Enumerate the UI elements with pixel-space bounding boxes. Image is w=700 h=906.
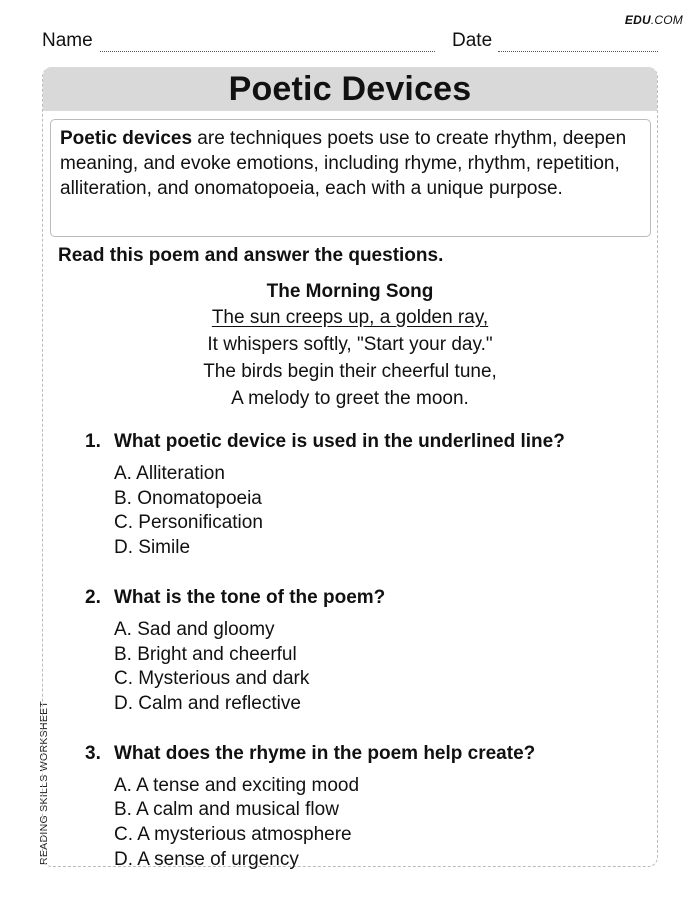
poem-line: A melody to greet the moon. [231,388,469,409]
poem-line: It whispers softly, "Start your day." [207,334,493,355]
poem [50,280,650,412]
title-bar [43,67,657,111]
answer-option[interactable]: B. Onomatopoeia [114,487,262,509]
answer-option[interactable]: C. Personification [114,512,263,534]
brand-logo-suffix: .COM [650,13,683,27]
definition-box [50,119,651,237]
date-field[interactable] [498,51,658,52]
question-number: 3. [85,742,101,764]
definition-term: Poetic devices [60,128,193,149]
poem-title: The Morning Song [266,281,434,302]
answer-option[interactable]: D. Calm and reflective [114,692,301,714]
answer-option[interactable]: C. A mysterious atmosphere [114,824,352,846]
question-number: 2. [85,586,101,608]
question-3 [85,742,645,873]
answer-option[interactable]: A. Sad and gloomy [114,618,275,640]
answer-option[interactable]: A. A tense and exciting mood [114,774,360,796]
answer-option[interactable]: D. A sense of urgency [114,848,299,870]
question-text: What poetic device is used in the underlined line? [114,431,565,452]
side-label: READING SKILLS WORKSHEET [38,700,50,865]
answer-option[interactable]: D. Simile [114,537,191,559]
questions-list [85,430,645,897]
question-heading [85,430,645,454]
answer-option[interactable]: B. Bright and cheerful [114,643,297,665]
question-heading [85,586,645,610]
page-title: Poetic Devices [228,69,472,108]
answer-option[interactable]: B. A calm and musical flow [114,799,339,821]
question-number: 1. [85,431,101,452]
poem-line: The birds begin their cheerful tune, [203,361,497,382]
question-text: What is the tone of the poem? [114,586,386,608]
brand-logo [625,13,683,27]
poem-line [50,304,650,331]
question-text: What does the rhyme in the poem help create? [114,742,536,764]
definition-text: are techniques poets use to create rhythm, deepen meaning, and evoke emotions, including rhyme, rhythm, repetition, alliteration, and onomatopoeia, each with a unique purpose. [60,128,627,199]
instruction: Read this poem and answer the questions. [58,245,444,266]
name-label: Name [42,30,93,51]
underlined-poem-line: The sun creeps up, a golden ray, [211,307,489,328]
question-1 [85,430,645,561]
answer-option[interactable]: C. Mysterious and dark [114,668,310,690]
question-2 [85,586,645,717]
brand-logo-bold: EDU [624,13,651,27]
date-label: Date [452,30,493,51]
name-field[interactable] [100,51,435,52]
question-heading [85,742,645,766]
answer-option[interactable]: A. Alliteration [114,463,225,484]
